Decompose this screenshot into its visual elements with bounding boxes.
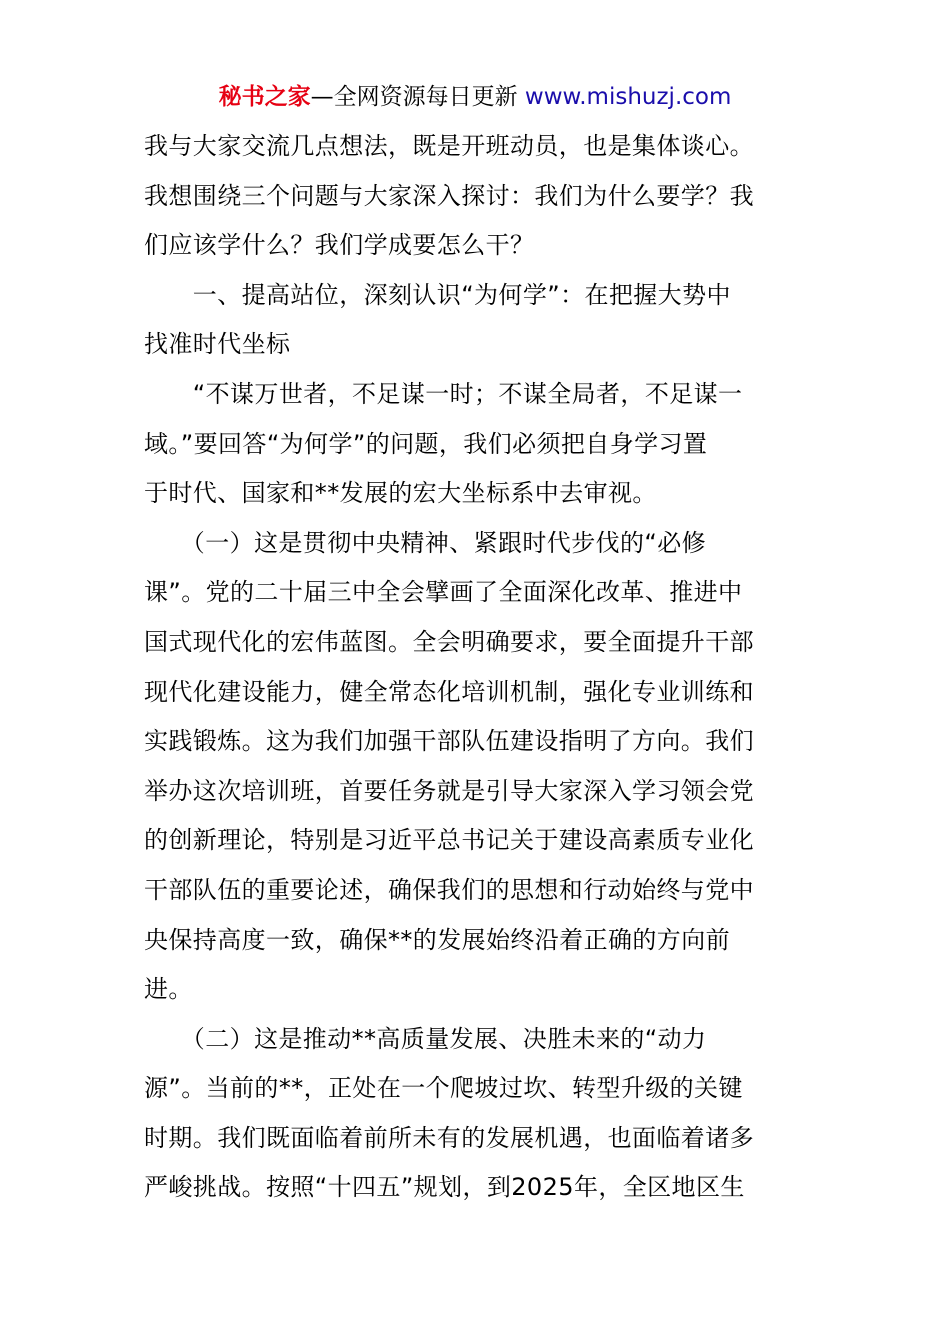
text-line: 于时代、国家和**发展的宏大坐标系中去审视。 — [144, 479, 657, 508]
section-heading-line: 找准时代坐标 — [144, 330, 291, 359]
text-line: （二）这是推动**高质量发展、决胜未来的“动力 — [144, 1024, 707, 1053]
section-heading-line: 一、提高站位，深刻认识“为何学”：在把握大势中 — [144, 280, 731, 309]
text-line: 时期。我们既面临着前所未有的发展机遇，也面临着诸多 — [144, 1123, 754, 1152]
text-line: 源”。当前的**，正处在一个爬坡过坎、转型升级的关键 — [144, 1074, 743, 1103]
page-header — [0, 80, 950, 114]
text-line: 国式现代化的宏伟蓝图。全会明确要求，要全面提升干部 — [144, 627, 754, 656]
text-line: 央保持高度一致，确保**的发展始终沿着正确的方向前 — [144, 925, 730, 954]
text-line: （一）这是贯彻中央精神、紧跟时代步伐的“必修 — [144, 528, 707, 557]
site-url-link[interactable]: www.mishuzj.com — [524, 84, 732, 110]
text-line: 们应该学什么？我们学成要怎么干？ — [144, 231, 535, 260]
document-body — [144, 122, 808, 1213]
text-line: 进。 — [144, 975, 193, 1004]
text-line: 严峻挑战。按照“十四五”规划，到2025年，全区地区生 — [144, 1173, 745, 1202]
text-line: 我与大家交流几点想法，既是开班动员，也是集体谈心。 — [144, 132, 754, 160]
text-line: 实践锻炼。这为我们加强干部队伍建设指明了方向。我们 — [144, 727, 754, 756]
text-line: 的创新理论，特别是习近平总书记关于建设高素质专业化 — [144, 826, 754, 855]
text-line: “不谋万世者，不足谋一时；不谋全局者，不足谋一 — [144, 379, 743, 408]
text-line: 现代化建设能力，健全常态化培训机制，强化专业训练和 — [144, 677, 754, 706]
site-tagline: —全网资源每日更新 — [310, 84, 518, 110]
text-line: 我想围绕三个问题与大家深入探讨：我们为什么要学？我 — [144, 181, 754, 210]
text-line: 课”。党的二十届三中全会擘画了全面深化改革、推进中 — [144, 578, 743, 607]
text-line: 域。”要回答“为何学”的问题，我们必须把自身学习置 — [144, 429, 708, 458]
site-brand: 秘书之家 — [218, 84, 311, 110]
text-line: 干部队伍的重要论述，确保我们的思想和行动始终与党中 — [144, 875, 754, 904]
text-line: 举办这次培训班，首要任务就是引导大家深入学习领会党 — [144, 776, 754, 805]
